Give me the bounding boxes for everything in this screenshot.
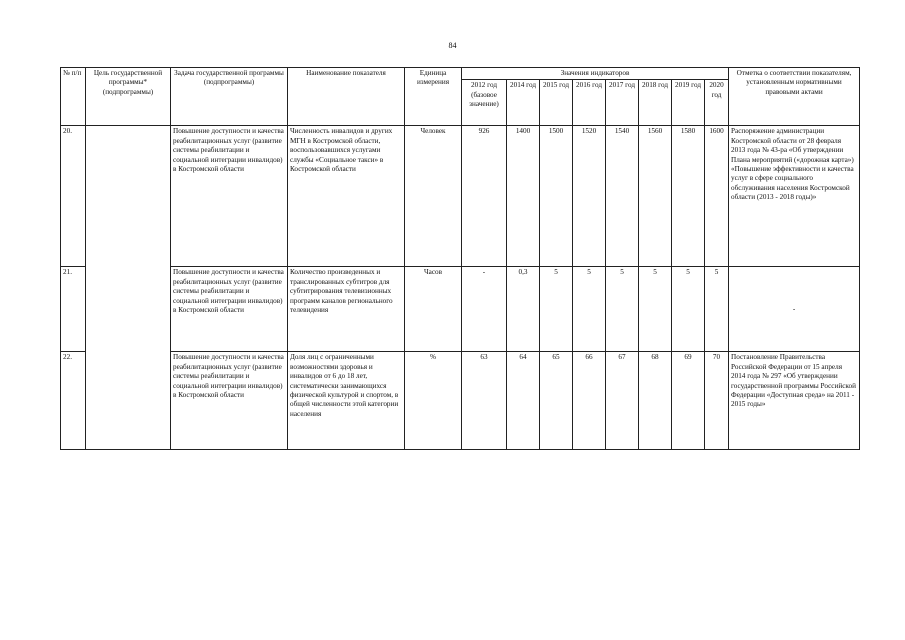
row-unit: Часов: [405, 267, 462, 352]
row-value-2017: 1540: [606, 126, 639, 267]
header-indicator: Наименование показателя: [288, 68, 405, 126]
header-values-group: Значения индикаторов: [462, 68, 729, 80]
header-year-2018: 2018 год: [639, 80, 672, 126]
row-value-2016: 66: [573, 352, 606, 450]
row-value-2015: 5: [540, 267, 573, 352]
row-value-2012: 926: [462, 126, 507, 267]
row-value-2016: 5: [573, 267, 606, 352]
row-value-2020: 70: [705, 352, 729, 450]
header-year-2019: 2019 год: [672, 80, 705, 126]
header-year-2015: 2015 год: [540, 80, 573, 126]
row-indicator: Количество произведенных и транслированных субтитров для субтитрирования телевизионных программ каналов регионального телевидения: [288, 267, 405, 352]
row-value-2019: 1580: [672, 126, 705, 267]
row-unit: Человек: [405, 126, 462, 267]
header-compliance: Отметка о соответствии показателям, установленным нормативными правовыми актами: [729, 68, 860, 126]
row-value-2014: 1400: [507, 126, 540, 267]
row-compliance: Распоряжение администрации Костромской области от 28 февраля 2013 года № 43-ра «Об утверждении Плана мероприятий («дорожная карта») «Повышение эффективности и качества услуг в сфере социального обслуживания населения Костромской области (2013 - 2018 годы)»: [729, 126, 860, 267]
header-year-2014: 2014 год: [507, 80, 540, 126]
row-value-2017: 67: [606, 352, 639, 450]
row-value-2016: 1520: [573, 126, 606, 267]
row-task: Повышение доступности и качества реабилитационных услуг (развитие системы реабилитации и социальной интеграции инвалидов) в Костромской области: [171, 126, 288, 267]
header-goal: Цель государственной программы* (подпрограммы): [86, 68, 171, 126]
row-value-2019: 5: [672, 267, 705, 352]
row-num: 22.: [61, 352, 86, 450]
indicators-table: [60, 67, 860, 450]
row-task: Повышение доступности и качества реабилитационных услуг (развитие системы реабилитации и социальной интеграции инвалидов) в Костромской области: [171, 267, 288, 352]
row-indicator: Доля лиц с ограниченными возможностями здоровья и инвалидов от 6 до 18 лет, систематически занимающихся физической культурой и спортом, в общей численности этой категории населения: [288, 352, 405, 450]
row-value-2018: 5: [639, 267, 672, 352]
row-value-2015: 65: [540, 352, 573, 450]
row-value-2014: 0,3: [507, 267, 540, 352]
row-value-2020: 1600: [705, 126, 729, 267]
table-row: [61, 267, 860, 352]
header-num: № п/п: [61, 68, 86, 126]
header-year-2020: 2020 год: [705, 80, 729, 126]
header-year-2016: 2016 год: [573, 80, 606, 126]
row-value-2019: 69: [672, 352, 705, 450]
goal-cell: [86, 126, 171, 450]
row-num: 21.: [61, 267, 86, 352]
row-value-2014: 64: [507, 352, 540, 450]
row-value-2012: -: [462, 267, 507, 352]
table-row: [61, 126, 860, 267]
row-unit: %: [405, 352, 462, 450]
row-value-2015: 1500: [540, 126, 573, 267]
row-compliance: -: [729, 267, 860, 352]
row-indicator: Численность инвалидов и других МГН в Костромской области, воспользовавшихся услугами службы «Социальное такси» в Костромской области: [288, 126, 405, 267]
header-year-2012: 2012 год (базовое значение): [462, 80, 507, 126]
row-task: Повышение доступности и качества реабилитационных услуг (развитие системы реабилитации и социальной интеграции инвалидов) в Костромской области: [171, 352, 288, 450]
row-value-2018: 68: [639, 352, 672, 450]
row-compliance: Постановление Правительства Российской Федерации от 15 апреля 2014 года № 297 «Об утверждении государственной программы Российской Федерации «Доступная среда» на 2011 - 2015 годы»: [729, 352, 860, 450]
row-value-2018: 1560: [639, 126, 672, 267]
row-num: 20.: [61, 126, 86, 267]
row-value-2017: 5: [606, 267, 639, 352]
row-value-2012: 63: [462, 352, 507, 450]
header-task: Задача государственной программы (подпрограммы): [171, 68, 288, 126]
row-value-2020: 5: [705, 267, 729, 352]
page-number: 84: [448, 41, 457, 50]
table-row: [61, 352, 860, 450]
header-year-2017: 2017 год: [606, 80, 639, 126]
header-unit: Единица измерения: [405, 68, 462, 126]
